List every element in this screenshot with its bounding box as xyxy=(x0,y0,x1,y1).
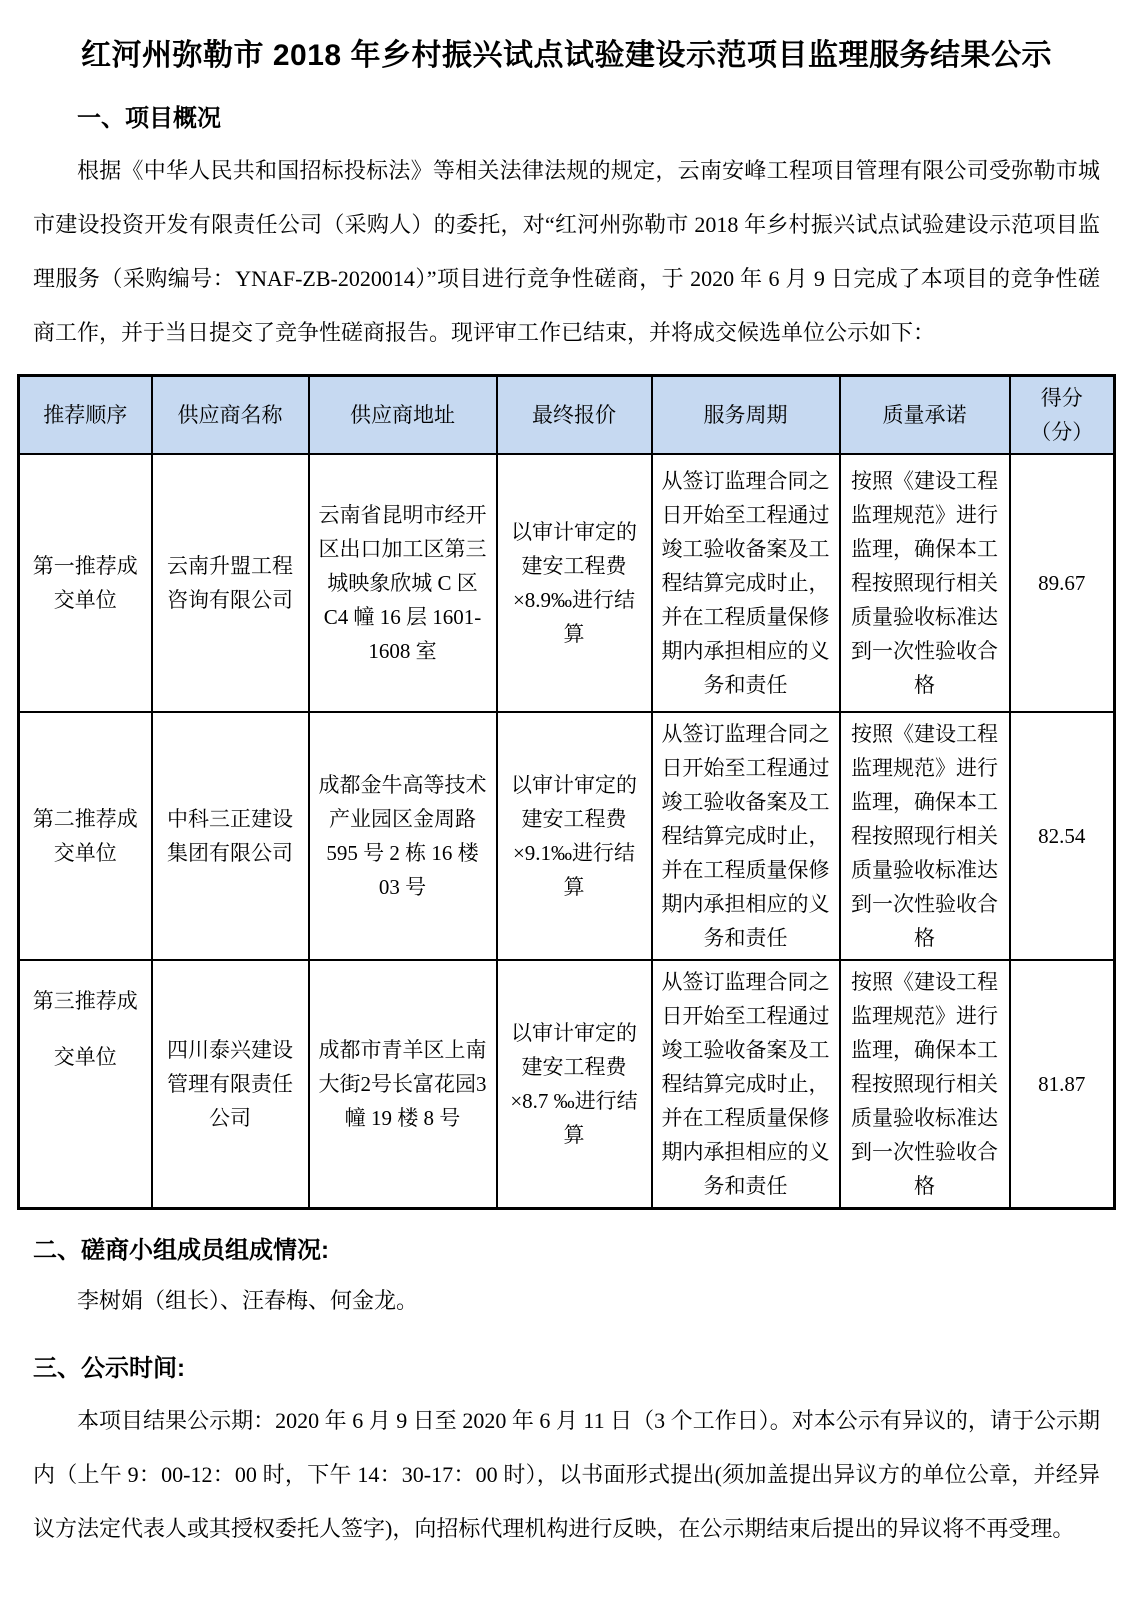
cell-period-2: 从签订监理合同之日开始至工程通过竣工验收备案及工程结算完成时止，并在工程质量保修期内承担相应的义务和责任 xyxy=(652,712,840,960)
cell-score-2: 82.54 xyxy=(1010,712,1115,960)
cell-quality-2: 按照《建设工程监理规范》进行监理，确保本工程按照现行相关质量验收标准达到一次性验收合格 xyxy=(840,712,1010,960)
column-header-score: 得分（分） xyxy=(1010,376,1115,455)
section-1-paragraph: 根据《中华人民共和国招标投标法》等相关法律法规的规定，云南安峰工程项目管理有限公司受弥勒市城市建设投资开发有限责任公司（采购人）的委托，对“红河州弥勒市 2018 年乡村振兴试点试验建设示范项目监理服务（采购编号：YNAF-ZB-2020014）”项目进行竞争性磋商，于 2020 年 6 月 9 日完成了本项目的竞争性磋商工作，并于当日提交了竞争性磋商报告。现评审工作已结束，并将成交候选单位公示如下： xyxy=(33,158,1100,345)
column-header-rank: 推荐顺序 xyxy=(19,376,152,455)
column-header-final-price: 最终报价 xyxy=(497,376,652,455)
cell-period-1: 从签订监理合同之日开始至工程通过竣工验收备案及工程结算完成时止，并在工程质量保修期内承担相应的义务和责任 xyxy=(652,454,840,712)
cell-address-3: 成都市青羊区上南大街2号长富花园3幢 19 楼 8 号 xyxy=(309,960,497,1209)
column-header-service-period: 服务周期 xyxy=(652,376,840,455)
cell-address-1: 云南省昆明市经开区出口加工区第三城映象欣城 C 区 C4 幢 16 层 1601-1608 室 xyxy=(309,454,497,712)
section-1-heading: 一、项目概况 xyxy=(77,105,221,132)
table-header-row xyxy=(19,376,1115,455)
cell-quality-3: 按照《建设工程监理规范》进行监理，确保本工程按照现行相关质量验收标准达到一次性验收合格 xyxy=(840,960,1010,1209)
cell-quality-1: 按照《建设工程监理规范》进行监理，确保本工程按照现行相关质量验收标准达到一次性验收合格 xyxy=(840,454,1010,712)
column-header-supplier-name: 供应商名称 xyxy=(152,376,309,455)
cell-score-1: 89.67 xyxy=(1010,454,1115,712)
table-header-row xyxy=(19,376,1115,455)
cell-rank-1: 第一推荐成交单位 xyxy=(19,454,152,712)
column-header-quality-commitment: 质量承诺 xyxy=(840,376,1010,455)
cell-period-3: 从签订监理合同之日开始至工程通过竣工验收备案及工程结算完成时止，并在工程质量保修期内承担相应的义务和责任 xyxy=(652,960,840,1209)
cell-address-2: 成都金牛高等技术产业园区金周路 595 号 2 栋 16 楼 03 号 xyxy=(309,712,497,960)
cell-price-2: 以审计审定的建安工程费×9.1‰进行结算 xyxy=(497,712,652,960)
column-header-supplier-address: 供应商地址 xyxy=(309,376,497,455)
section-2-heading: 二、磋商小组成员组成情况: xyxy=(33,1237,329,1264)
cell-price-3: 以审计审定的建安工程费×8.7 ‰进行结算 xyxy=(497,960,652,1209)
cell-supplier-2: 中科三正建设集团有限公司 xyxy=(152,712,309,960)
result-table xyxy=(17,374,1116,1210)
section-3-paragraph: 本项目结果公示期：2020 年 6 月 9 日至 2020 年 6 月 11 日（3 个工作日）。对本公示有异议的，请于公示期内（上午 9：00-12：00 时，下午 14：30-17：00 时），以书面形式提出(须加盖提出异议方的单位公章，并经异议方法定代表人或其授权委托人签字)，向招标代理机构进行反映，在公示期结束后提出的异议将不再受理。 xyxy=(33,1408,1100,1541)
cell-rank-3: 第三推荐成交单位 xyxy=(19,960,152,1209)
table-row-second-candidate xyxy=(19,712,1115,960)
table-row-first-candidate xyxy=(19,454,1115,712)
table-row-third-candidate xyxy=(19,960,1115,1209)
cell-supplier-3: 四川泰兴建设管理有限责任公司 xyxy=(152,960,309,1209)
cell-price-1: 以审计审定的建安工程费×8.9‰进行结算 xyxy=(497,454,652,712)
cell-rank-2: 第二推荐成交单位 xyxy=(19,712,152,960)
page-title: 红河州弥勒市 2018 年乡村振兴试点试验建设示范项目监理服务结果公示 xyxy=(81,39,1052,72)
section-2-paragraph: 李树娟（组长）、汪春梅、何金龙。 xyxy=(77,1288,419,1313)
cell-score-3: 81.87 xyxy=(1010,960,1115,1209)
cell-supplier-1: 云南升盟工程咨询有限公司 xyxy=(152,454,309,712)
section-3-heading: 三、公示时间: xyxy=(33,1355,185,1382)
